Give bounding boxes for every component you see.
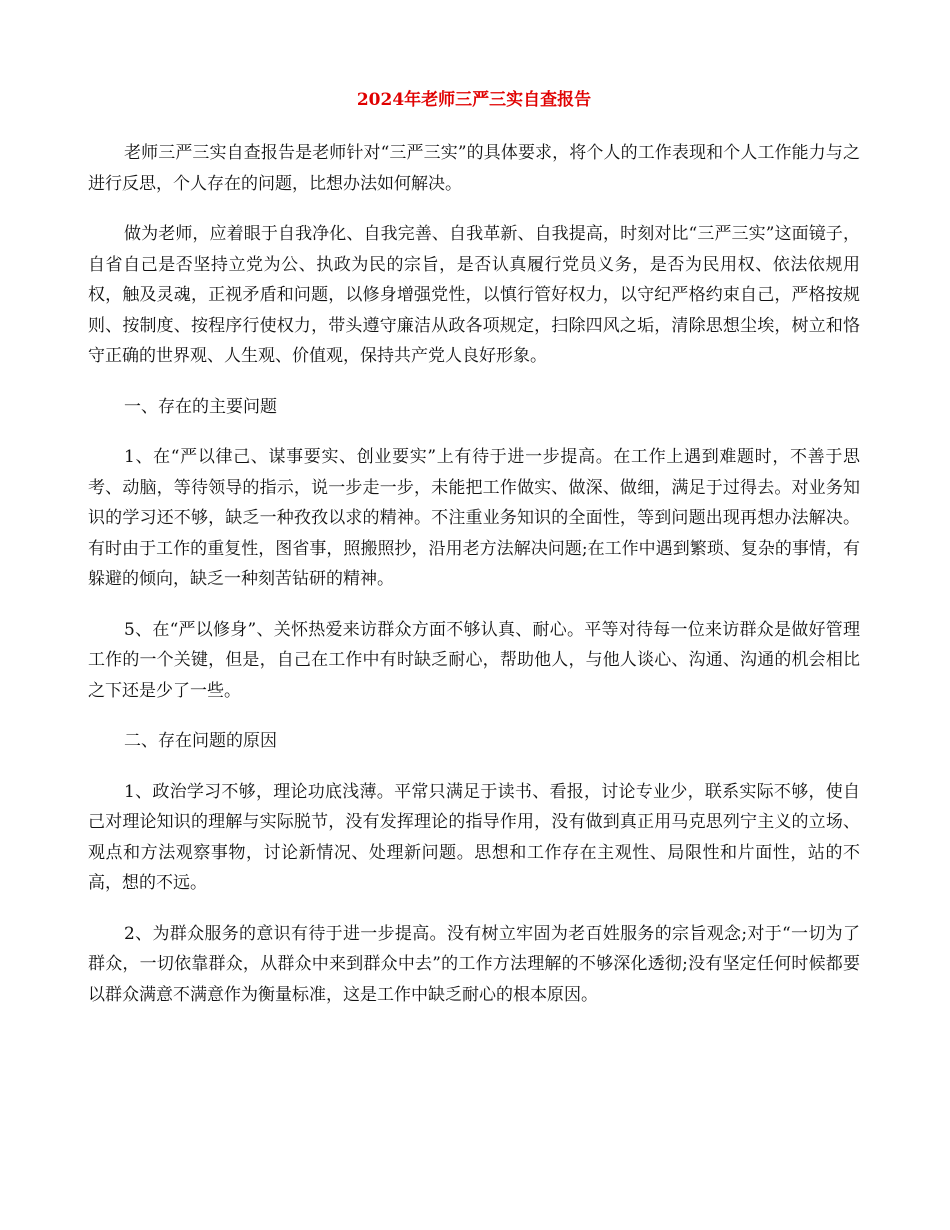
section-heading-causes: 二、存在问题的原因 (124, 731, 277, 751)
problem-item-5: 5、在“严以修身”、关怀热爱来访群众方面不够认真、耐心。平等对待每一位来访群众是做好管理工作的一个关键，但是，自己在工作中有时缺乏耐心，帮助他人，与他人谈心、沟通、沟通的机会相比之下还是少了一些。 (88, 619, 860, 701)
intro-paragraph: 老师三严三实自查报告是老师针对“三严三实”的具体要求，将个人的工作表现和个人工作能力与之进行反思，个人存在的问题，比想办法如何解决。 (88, 143, 860, 194)
body-paragraph: 做为老师，应着眼于自我净化、自我完善、自我革新、自我提高，时刻对比“三严三实”这面镜子，自省自己是否坚持立党为公、执政为民的宗旨，是否认真履行党员义务，是否为民用权、依法依规用权，触及灵魂，正视矛盾和问题，以修身增强党性，以慎行管好权力，以守纪严格约束自己，严格按规则、按制度、按程序行使权力，带头遵守廉洁从政各项规定，扫除四风之垢，清除思想尘埃，树立和恪守正确的世界观、人生观、价值观，保持共产党人良好形象。 (88, 224, 860, 366)
document-title: 2024年老师三严三实自查报告 (356, 90, 592, 110)
section-heading-problems: 一、存在的主要问题 (124, 396, 277, 417)
cause-item-1: 1、政治学习不够，理论功底浅薄。平常只满足于读书、看报，讨论专业少，联系实际不够，使自己对理论知识的理解与实际脱节，没有发挥理论的指导作用，没有做到真正用马克思列宁主义的立场、观点和方法观察事物，讨论新情况、处理新问题。思想和工作存在主观性、局限性和片面性，站的不高，想的不远。 (88, 781, 860, 893)
problem-item-1: 1、在“严以律己、谋事要实、创业要实”上有待于进一步提高。在工作上遇到难题时，不善于思考、动脑，等待领导的指示，说一步走一步，未能把工作做实、做深、做细，满足于过得去。对业务知识的学习还不够，缺乏一种孜孜以求的精神。不注重业务知识的全面性，等到问题出现再想办法解决。有时由于工作的重复性，图省事，照搬照抄，沿用老方法解决问题;在工作中遇到繁琐、复杂的事情，有躲避的倾向，缺乏一种刻苦钻研的精神。 (88, 447, 860, 589)
cause-item-2: 2、为群众服务的意识有待于进一步提高。没有树立牢固为老百姓服务的宗旨观念;对于“一切为了群众，一切依靠群众，从群众中来到群众中去”的工作方法理解的不够深化透彻;没有坚定任何时候都要以群众满意不满意作为衡量标准，这是工作中缺乏耐心的根本原因。 (88, 923, 860, 1005)
document-page (88, 86, 860, 1030)
